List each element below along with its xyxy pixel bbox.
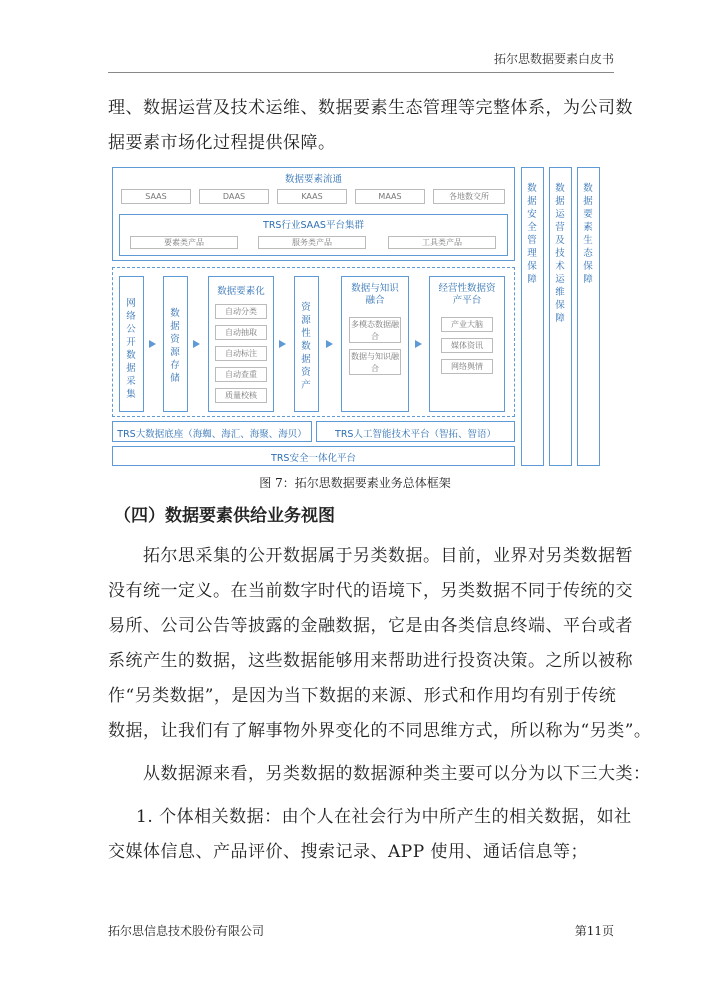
pipeline-stage-elementization [208, 276, 274, 412]
pipeline-stage-operating-assets [429, 276, 505, 412]
data-pipeline-block [112, 267, 515, 417]
operating-asset-item: 网络舆情 [441, 359, 493, 374]
elementization-item: 自动标注 [215, 346, 267, 361]
side-guarantee-operations [549, 167, 572, 466]
security-platform-label: TRS安全一体化平台 [271, 453, 356, 464]
stage-operating-assets-title [430, 283, 504, 307]
paragraph-line: 拓尔思采集的公开数据属于另类数据。目前，业界对另类数据暂 [143, 546, 633, 566]
paragraph-line: 作“另类数据”，是因为当下数据的来源、形式和作用均有别于传统 [108, 686, 617, 706]
ai-technology-platform [316, 421, 515, 442]
section-heading: （四）数据要素供给业务视图 [114, 506, 335, 526]
document-header-title: 拓尔思数据要素白皮书 [493, 52, 614, 66]
figure-caption: 图 7：拓尔思数据要素业务总体框架 [259, 476, 451, 490]
paragraph-line: 据要素市场化过程提供保障。 [108, 133, 336, 153]
elementization-item: 质量校核 [215, 388, 267, 403]
paragraph-line: 数据，让我们有了解事物外界变化的不同思维方式，所以称为“另类”。 [108, 721, 652, 741]
side-ecosystem-label: 数据要素生态保障 [583, 183, 593, 285]
side-security-label: 数据安全管理保障 [527, 183, 537, 285]
arrow-right-icon [279, 340, 286, 348]
footer-page-number: 第11页 [574, 924, 614, 938]
stage-collection-label: 网络公开数据采集 [126, 298, 136, 400]
paragraph-line: 易所、公司公告等披露的金融数据，它是由各类信息终端、平台或者 [108, 616, 633, 636]
fusion-item: 数据与知识融合 [349, 349, 401, 375]
saas-cluster-title: TRS行业SAAS平台集群 [263, 220, 364, 231]
paragraph-line: 系统产生的数据，这些数据能够用来帮助进行投资决策。之所以被称 [108, 651, 633, 671]
elementization-item: 自动分类 [215, 304, 267, 319]
header-rule [108, 72, 614, 73]
pipeline-stage-collection [119, 276, 144, 412]
stage-operating-assets-title-text: 经营性数据资产平台 [438, 283, 496, 306]
arrow-right-icon [149, 340, 156, 348]
saas-item-services: 服务类产品 [258, 236, 366, 249]
saas-item-tools: 工具类产品 [388, 236, 496, 249]
stage-fusion-title-text: 数据与知识融合 [351, 283, 399, 306]
stage-storage-label: 数据资源存储 [170, 308, 180, 384]
stage-fusion-title [342, 283, 408, 307]
flow-item-exchange: 各地数交所 [433, 189, 505, 204]
side-guarantee-security [521, 167, 544, 466]
paragraph-line: 1. 个体相关数据：由个人在社会行为中所产生的相关数据，如社 [136, 807, 632, 827]
pipeline-stage-fusion [341, 276, 409, 412]
stage-elementization-title: 数据要素化 [217, 286, 265, 297]
security-integrated-platform [112, 446, 515, 466]
fusion-item: 多模态数据融合 [349, 317, 401, 343]
operating-asset-item: 产业大脑 [441, 317, 493, 332]
data-flow-title: 数据要素流通 [284, 174, 342, 185]
elementization-item: 自动抽取 [215, 325, 267, 340]
big-data-base-platform [112, 421, 312, 442]
business-framework-diagram [108, 165, 600, 470]
paragraph-line: 没有统一定义。在当前数字时代的语境下，另类数据不同于传统的交 [108, 581, 633, 601]
side-guarantee-ecosystem [577, 167, 600, 466]
saas-cluster-block [119, 214, 508, 256]
paragraph-line: 理、数据运营及技术运维、数据要素生态管理等完整体系，为公司数 [108, 98, 633, 118]
flow-item-kaas: KAAS [277, 189, 347, 204]
flow-item-saas: SAAS [121, 189, 191, 204]
pipeline-stage-resource-assets [294, 276, 319, 412]
arrow-right-icon [193, 340, 200, 348]
stage-resource-assets-label: 资源性数据资产 [301, 302, 311, 391]
side-operations-label: 数据运营及技术运维保障 [555, 183, 565, 324]
pipeline-stage-storage [163, 276, 188, 412]
paragraph-line: 交媒体信息、产品评价、搜索记录、APP 使用、通话信息等； [108, 842, 589, 862]
elementization-item: 自动查重 [215, 367, 267, 382]
ai-platform-label: TRS人工智能技术平台（智拓、智语） [335, 429, 496, 440]
paragraph-line: 从数据源来看，另类数据的数据源种类主要可以分为以下三大类： [143, 764, 651, 784]
arrow-right-icon [415, 340, 422, 348]
data-flow-block [112, 167, 515, 261]
flow-item-maas: MAAS [355, 189, 425, 204]
footer-company: 拓尔思信息技术股份有限公司 [108, 924, 265, 938]
arrow-right-icon [326, 340, 333, 348]
big-data-base-label: TRS大数据底座（海蜘、海汇、海聚、海贝） [117, 429, 307, 440]
flow-item-daas: DAAS [199, 189, 269, 204]
operating-asset-item: 媒体资讯 [441, 338, 493, 353]
saas-item-elements: 要素类产品 [130, 236, 238, 249]
